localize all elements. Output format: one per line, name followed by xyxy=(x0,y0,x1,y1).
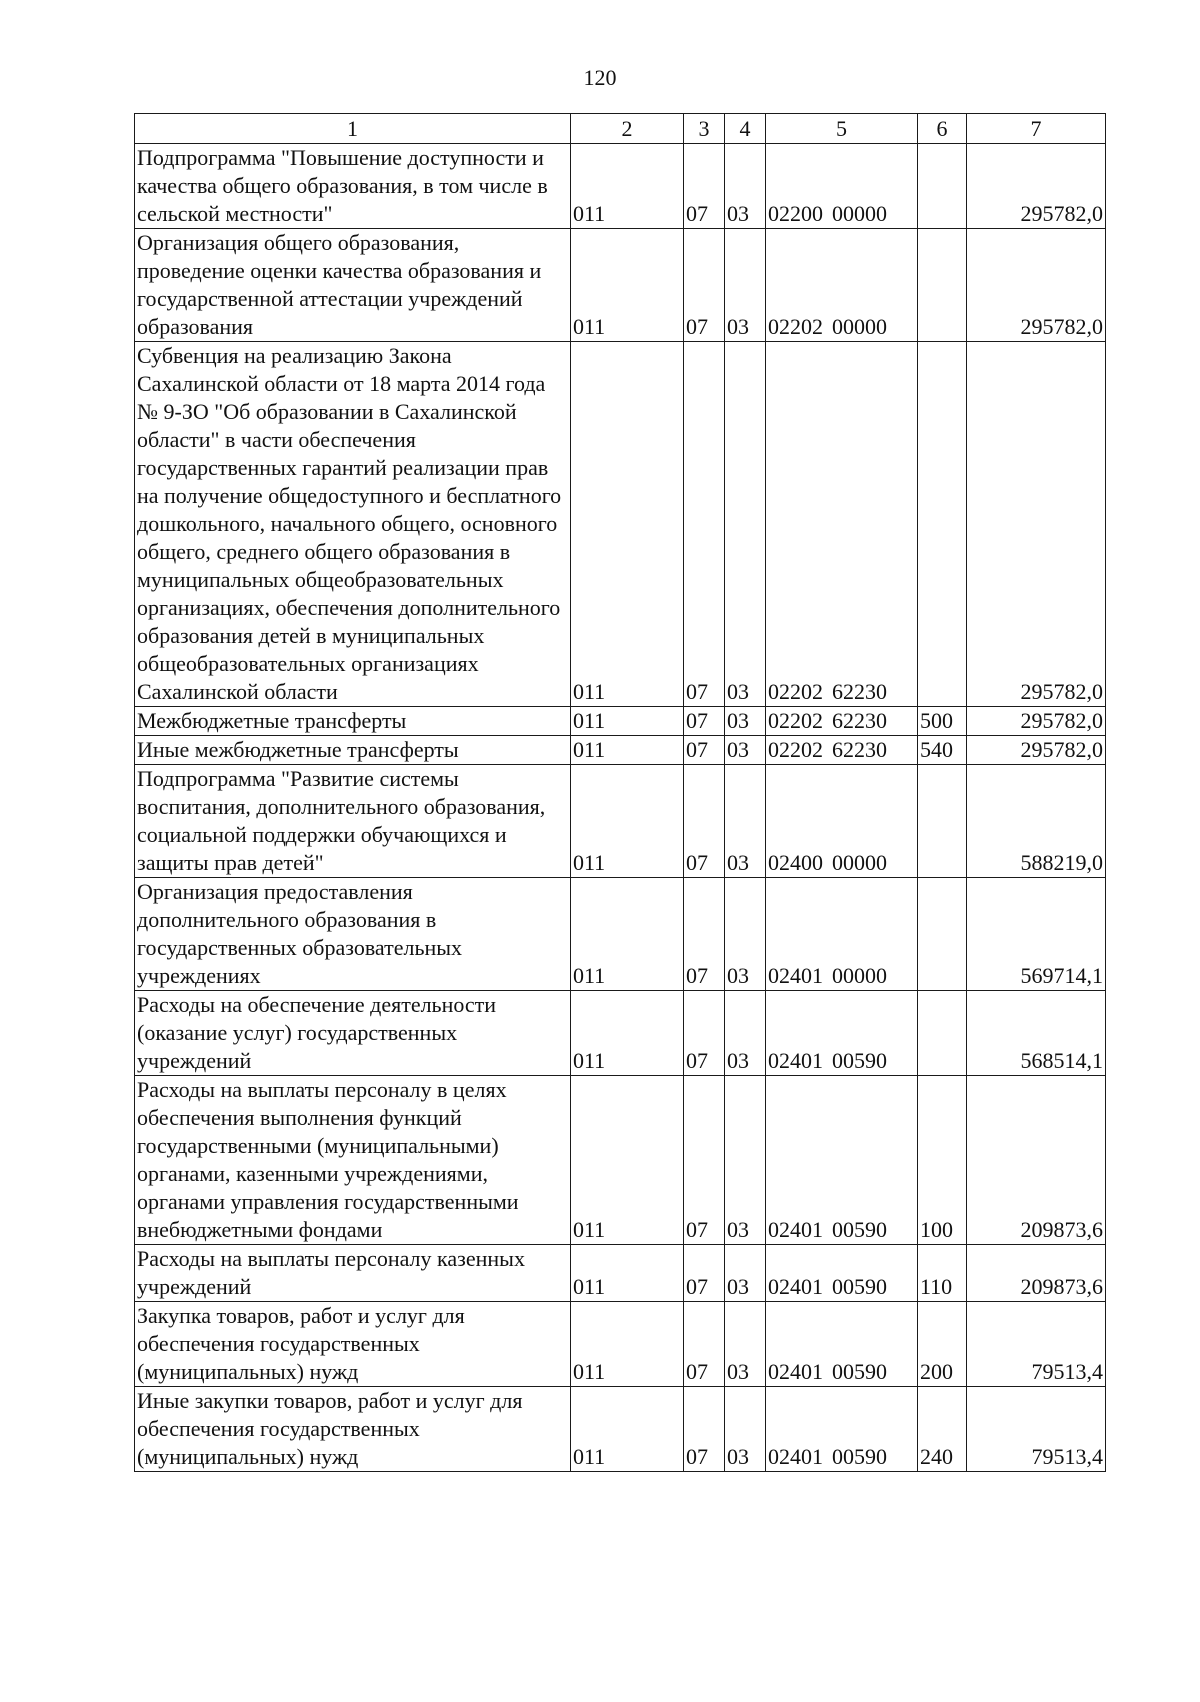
table-row xyxy=(135,991,1106,1076)
row-section: 07 xyxy=(684,1076,725,1245)
column-header: 3 xyxy=(684,114,725,144)
row-target-article-program: 02401 xyxy=(768,1274,823,1299)
row-target-article xyxy=(766,1245,918,1302)
table-row xyxy=(135,736,1106,765)
row-target-article-direction: 62230 xyxy=(832,708,887,733)
row-target-article-program: 02202 xyxy=(768,679,823,704)
row-name: Подпрограмма "Повышение доступности и качества общего образования, в том числе в сельской местности" xyxy=(135,144,571,229)
row-expense-type: 240 xyxy=(918,1387,967,1472)
row-section: 07 xyxy=(684,1245,725,1302)
row-target-article-direction: 00000 xyxy=(832,850,887,875)
row-ved: 011 xyxy=(571,878,684,991)
row-name: Расходы на выплаты персоналу казенных учреждений xyxy=(135,1245,571,1302)
row-section: 07 xyxy=(684,991,725,1076)
row-target-article-program: 02401 xyxy=(768,1217,823,1242)
row-sum: 295782,0 xyxy=(967,707,1106,736)
table-row xyxy=(135,1245,1106,1302)
row-target-article-direction: 62230 xyxy=(832,679,887,704)
row-expense-type xyxy=(918,765,967,878)
row-ved: 011 xyxy=(571,736,684,765)
row-target-article xyxy=(766,229,918,342)
table-row xyxy=(135,707,1106,736)
row-target-article xyxy=(766,342,918,707)
row-name: Организация предоставления дополнительного образования в государственных образовательных учреждениях xyxy=(135,878,571,991)
row-target-article-program: 02401 xyxy=(768,1444,823,1469)
row-target-article-direction: 00000 xyxy=(832,963,887,988)
budget-table xyxy=(134,113,1106,1472)
row-target-article-program: 02401 xyxy=(768,1048,823,1073)
row-ved: 011 xyxy=(571,1302,684,1387)
column-number-row xyxy=(135,114,1106,144)
row-target-article-direction: 00000 xyxy=(832,201,887,226)
row-name: Закупка товаров, работ и услуг для обеспечения государственных (муниципальных) нужд xyxy=(135,1302,571,1387)
table-row xyxy=(135,1076,1106,1245)
row-target-article-direction: 00590 xyxy=(832,1274,887,1299)
row-sum: 588219,0 xyxy=(967,765,1106,878)
row-section: 07 xyxy=(684,765,725,878)
row-subsection: 03 xyxy=(725,878,766,991)
row-expense-type xyxy=(918,342,967,707)
row-target-article-program: 02202 xyxy=(768,737,823,762)
row-section: 07 xyxy=(684,342,725,707)
row-target-article-direction: 00590 xyxy=(832,1444,887,1469)
row-subsection: 03 xyxy=(725,1387,766,1472)
row-name: Расходы на обеспечение деятельности (оказание услуг) государственных учреждений xyxy=(135,991,571,1076)
page-number: 120 xyxy=(583,65,617,90)
table-row xyxy=(135,1387,1106,1472)
row-ved: 011 xyxy=(571,1245,684,1302)
column-header: 5 xyxy=(766,114,918,144)
row-target-article-direction: 00590 xyxy=(832,1217,887,1242)
row-subsection: 03 xyxy=(725,765,766,878)
row-target-article-program: 02202 xyxy=(768,708,823,733)
row-target-article-direction: 62230 xyxy=(832,737,887,762)
row-sum: 568514,1 xyxy=(967,991,1106,1076)
row-sum: 295782,0 xyxy=(967,144,1106,229)
row-target-article xyxy=(766,765,918,878)
column-header: 6 xyxy=(918,114,967,144)
row-target-article-direction: 00000 xyxy=(832,314,887,339)
row-ved: 011 xyxy=(571,144,684,229)
row-target-article xyxy=(766,1076,918,1245)
row-expense-type xyxy=(918,991,967,1076)
row-subsection: 03 xyxy=(725,1245,766,1302)
row-subsection: 03 xyxy=(725,144,766,229)
row-sum: 295782,0 xyxy=(967,736,1106,765)
row-sum: 209873,6 xyxy=(967,1076,1106,1245)
row-name: Субвенция на реализацию Закона Сахалинской области от 18 марта 2014 года № 9-ЗО "Об образовании в Сахалинской области" в части обеспечения государственных гарантий реализации прав на получение общедоступного и бесплатного дошкольного, начального общего, основного общего, среднего общего образования в муниципальных общеобразовательных организациях, обеспечения дополнительного образования детей в муниципальных общеобразовательных организациях Сахалинской области xyxy=(135,342,571,707)
row-ved: 011 xyxy=(571,707,684,736)
row-section: 07 xyxy=(684,1387,725,1472)
row-target-article xyxy=(766,736,918,765)
row-expense-type: 200 xyxy=(918,1302,967,1387)
row-sum: 79513,4 xyxy=(967,1387,1106,1472)
row-section: 07 xyxy=(684,1302,725,1387)
row-ved: 011 xyxy=(571,342,684,707)
table-row xyxy=(135,144,1106,229)
row-ved: 011 xyxy=(571,229,684,342)
row-target-article xyxy=(766,878,918,991)
row-section: 07 xyxy=(684,144,725,229)
row-sum: 79513,4 xyxy=(967,1302,1106,1387)
row-subsection: 03 xyxy=(725,707,766,736)
row-name: Организация общего образования, проведение оценки качества образования и государственной аттестации учреждений образования xyxy=(135,229,571,342)
row-ved: 011 xyxy=(571,1076,684,1245)
row-subsection: 03 xyxy=(725,229,766,342)
row-target-article xyxy=(766,1387,918,1472)
row-sum: 295782,0 xyxy=(967,229,1106,342)
row-target-article-program: 02202 xyxy=(768,314,823,339)
row-target-article-program: 02401 xyxy=(768,1359,823,1384)
row-target-article xyxy=(766,991,918,1076)
row-expense-type: 500 xyxy=(918,707,967,736)
row-expense-type: 100 xyxy=(918,1076,967,1245)
row-expense-type xyxy=(918,878,967,991)
row-name: Иные межбюджетные трансферты xyxy=(135,736,571,765)
row-section: 07 xyxy=(684,736,725,765)
column-header: 7 xyxy=(967,114,1106,144)
row-sum: 569714,1 xyxy=(967,878,1106,991)
table-row xyxy=(135,342,1106,707)
row-subsection: 03 xyxy=(725,991,766,1076)
column-header: 1 xyxy=(135,114,571,144)
row-subsection: 03 xyxy=(725,1076,766,1245)
column-header: 2 xyxy=(571,114,684,144)
row-name: Межбюджетные трансферты xyxy=(135,707,571,736)
row-subsection: 03 xyxy=(725,736,766,765)
row-target-article-program: 02401 xyxy=(768,963,823,988)
table-body xyxy=(135,144,1106,1472)
row-section: 07 xyxy=(684,707,725,736)
row-target-article xyxy=(766,144,918,229)
row-ved: 011 xyxy=(571,1387,684,1472)
row-subsection: 03 xyxy=(725,342,766,707)
row-name: Иные закупки товаров, работ и услуг для обеспечения государственных (муниципальных) нужд xyxy=(135,1387,571,1472)
row-target-article-direction: 00590 xyxy=(832,1359,887,1384)
row-ved: 011 xyxy=(571,991,684,1076)
row-expense-type xyxy=(918,229,967,342)
row-expense-type: 110 xyxy=(918,1245,967,1302)
row-target-article xyxy=(766,1302,918,1387)
row-sum: 209873,6 xyxy=(967,1245,1106,1302)
table-row xyxy=(135,765,1106,878)
row-expense-type xyxy=(918,144,967,229)
row-target-article-direction: 00590 xyxy=(832,1048,887,1073)
row-sum: 295782,0 xyxy=(967,342,1106,707)
row-target-article-program: 02400 xyxy=(768,850,823,875)
row-name: Расходы на выплаты персоналу в целях обеспечения выполнения функций государственными (муниципальными) органами, казенными учреждениями, органами управления государственными внебюджетными фондами xyxy=(135,1076,571,1245)
row-target-article-program: 02200 xyxy=(768,201,823,226)
table-row xyxy=(135,878,1106,991)
row-expense-type: 540 xyxy=(918,736,967,765)
table-row xyxy=(135,1302,1106,1387)
row-subsection: 03 xyxy=(725,1302,766,1387)
row-section: 07 xyxy=(684,229,725,342)
row-ved: 011 xyxy=(571,765,684,878)
table-row xyxy=(135,229,1106,342)
row-name: Подпрограмма "Развитие системы воспитания, дополнительного образования, социальной поддержки обучающихся и защиты прав детей" xyxy=(135,765,571,878)
row-section: 07 xyxy=(684,878,725,991)
row-target-article xyxy=(766,707,918,736)
column-header: 4 xyxy=(725,114,766,144)
